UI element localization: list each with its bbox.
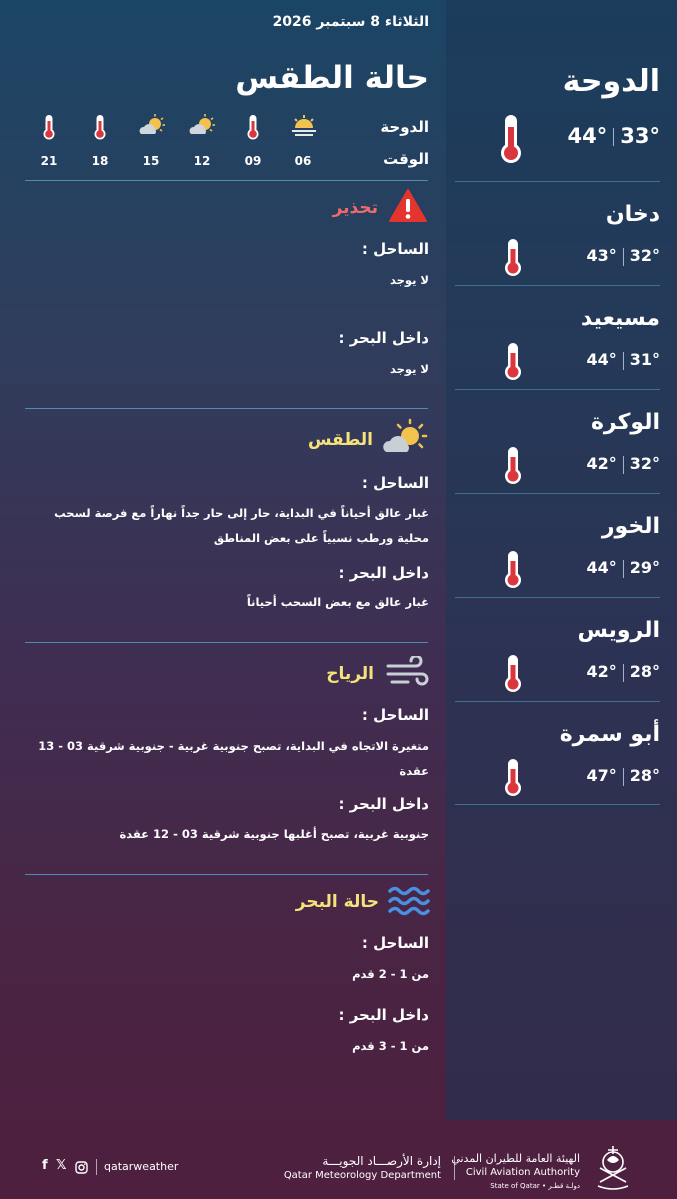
divider [455,804,660,805]
divider [25,408,428,409]
max-temp: 44° [586,350,617,369]
city-temps [586,246,660,266]
divider [96,1159,97,1175]
report-date: الثلاثاء 8 سبتمبر 2026 [272,14,429,30]
city-temps [586,766,660,786]
facebook-icon[interactable]: f [42,1158,48,1173]
partly-cloudy-icon [382,418,428,458]
hour-time: 15 [142,154,160,168]
partly-cloudy-icon [138,114,166,138]
min-temp: 32° [629,246,660,265]
thermometer-icon [502,445,524,485]
wind-icon [386,656,430,690]
min-temp: 28° [629,662,660,681]
city-card-mesaieed [455,286,660,390]
footer [0,1140,677,1199]
caa-name-ar: الهيئة العامة للطيران المدني [451,1152,580,1165]
max-temp: 47° [586,766,617,785]
city-temps [586,558,660,578]
sea-state-sea-label: داخل البحر : [338,1006,429,1024]
city-card-dukhan [455,182,660,286]
city-temps [586,350,660,370]
instagram-icon[interactable] [75,1161,88,1174]
x-twitter-icon[interactable]: 𝕏 [56,1158,67,1173]
sunrise-icon [290,114,318,138]
city-card-abu-samra [455,702,660,805]
city-temps [568,124,660,148]
hourly-location-label: الدوحة [380,118,429,136]
social-handle[interactable]: qatarweather [104,1160,179,1173]
min-temp: 33° [620,124,660,148]
partly-cloudy-icon [188,114,216,138]
thermometer-icon [41,114,57,140]
weather-coast-text: غبار عالق أحياناً في البداية، حار إلى حار جداً نهاراً مع فرصة لسحب محلية ورطب نسبياً على بعض المناطق [54,506,429,545]
city-card-khor [455,494,660,598]
city-name: الوكرة [590,410,660,435]
hourly-time-label: الوقت [383,150,429,168]
city-name: أبو سمرة [559,722,660,747]
thermometer-icon [502,757,524,797]
max-temp: 44° [586,558,617,577]
sea-state-sea-text: من 1 - 3 قدم [352,1039,429,1053]
city-card-ruwais [455,598,660,702]
warning-coast-label: الساحل : [361,240,429,258]
weather-sea-label: داخل البحر : [338,564,429,582]
max-temp: 43° [586,246,617,265]
caa-name-en: Civil Aviation Authority [465,1167,580,1178]
warning-title: تحذير [332,198,378,218]
divider [25,874,428,875]
caa-state-line: State of Qatar • دولـة قطـر [490,1182,580,1190]
thermometer-icon [497,113,525,165]
city-temps [586,662,660,682]
warning-sea-label: داخل البحر : [338,329,429,347]
sea-state-coast-text: من 1 - 2 قدم [352,967,429,981]
city-card-doha [455,58,660,182]
divider [25,642,428,643]
min-temp: 32° [629,454,660,473]
max-temp: 42° [586,662,617,681]
weather-coast-label: الساحل : [361,474,429,492]
min-temp: 29° [629,558,660,577]
hour-time: 09 [244,154,262,168]
hour-time: 06 [294,154,312,168]
max-temp: 44° [567,124,608,148]
thermometer-icon [502,653,524,693]
sea-state-coast-label: الساحل : [361,934,429,952]
thermometer-icon [502,341,524,381]
hour-time: 12 [193,154,211,168]
min-temp: 28° [629,766,660,785]
thermometer-icon [245,114,261,140]
sea-state-title: حالة البحر [295,892,379,912]
warning-icon [388,188,428,224]
warning-coast-text: لا يوجد [389,273,429,287]
weather-sea-text: غبار عالق مع بعض السحب أحياناً [246,595,429,609]
qatar-emblem-logo [590,1142,636,1192]
max-temp: 42° [586,454,617,473]
waves-icon [388,884,430,918]
hour-time: 18 [91,154,109,168]
hour-time: 21 [40,154,58,168]
thermometer-icon [502,549,524,589]
city-temps [586,454,660,474]
wind-title: الرياح [326,664,374,684]
thermometer-icon [92,114,108,140]
wind-sea-label: داخل البحر : [338,795,429,813]
wind-sea-text: جنوبية غربية، تصبح أغلبها جنوبية شرقية 03 - 12 عقدة [119,827,429,841]
qmd-name-ar: إدارة الأرصـــاد الجويـــة [322,1154,441,1168]
city-card-wakra [455,390,660,494]
min-temp: 31° [629,350,660,369]
city-name: دخان [605,202,660,227]
wind-coast-text: متغيرة الاتجاه في البداية، تصبح جنوبية غربية - جنوبية شرقية 03 - 13 عقدة [38,739,429,778]
warning-sea-text: لا يوجد [389,362,429,376]
page-title: حالة الطقس [235,60,429,96]
wind-coast-label: الساحل : [361,706,429,724]
city-name: الرويس [577,618,660,643]
weather-title: الطقس [307,430,373,450]
city-name: الدوحة [562,64,660,99]
city-name: الخور [601,514,660,539]
city-name: مسيعيد [580,306,660,331]
divider [25,180,428,181]
qmd-name-en: Qatar Meteorology Department [283,1170,441,1181]
thermometer-icon [502,237,524,277]
